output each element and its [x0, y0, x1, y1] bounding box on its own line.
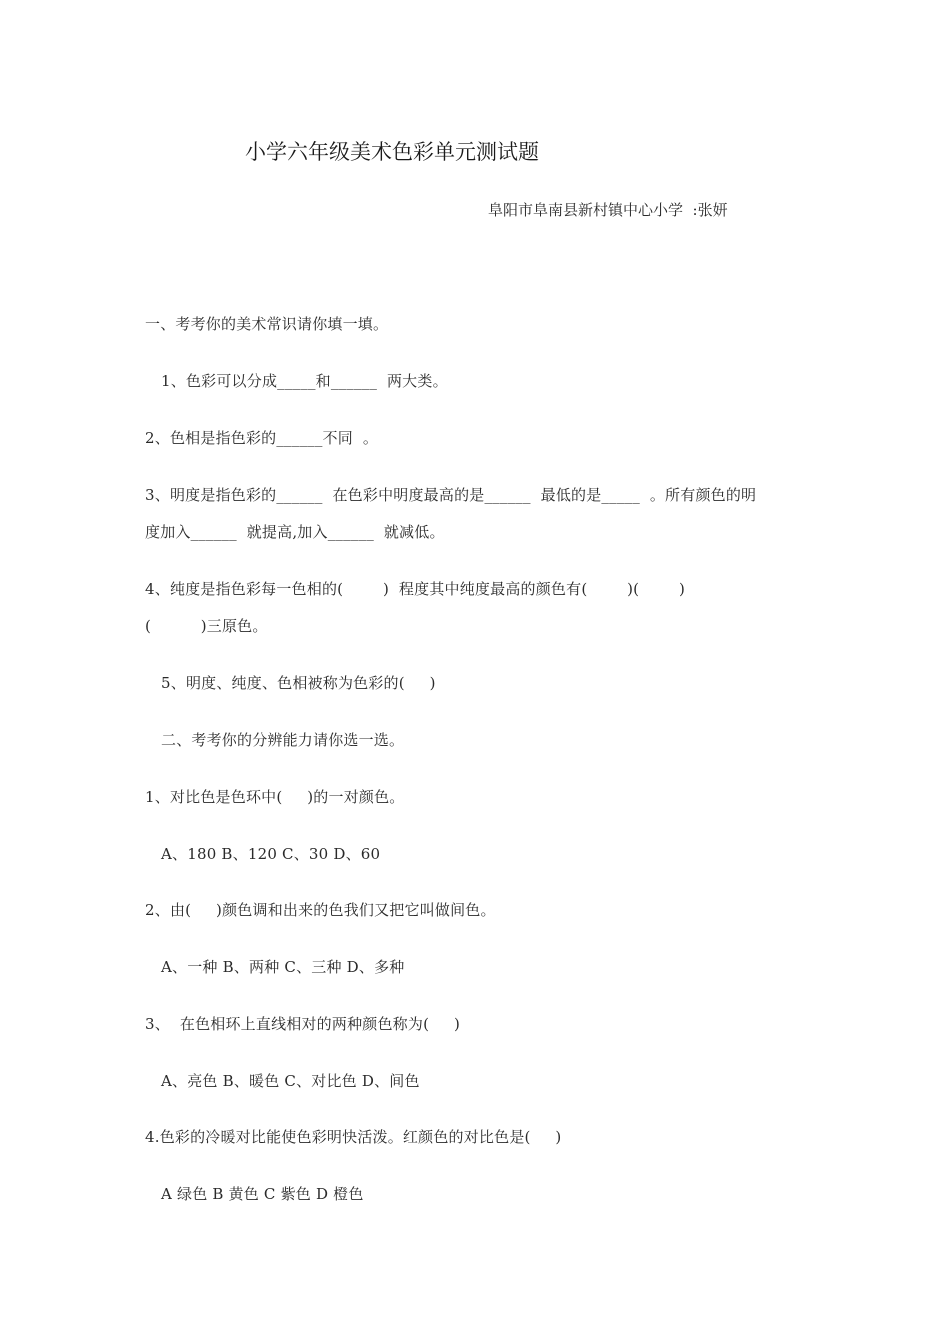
question-1-5: 5、明度、纯度、色相被称为色彩的( ) — [161, 674, 436, 692]
section1-heading: 一、考考你的美术常识请你填一填。 — [145, 315, 389, 333]
question-1-3-line2: 度加入______ 就提高,加入______ 就减低。 — [145, 523, 445, 541]
question-2-1-options: A、180 B、120 C、30 D、60 — [161, 845, 381, 863]
question-2-2-options: A、一种 B、两种 C、三种 D、多种 — [161, 958, 405, 976]
question-1-4-line2: ( )三原色。 — [145, 617, 268, 635]
question-1-3-line1: 3、明度是指色彩的______ 在色彩中明度最高的是______ 最低的是_____ 。所有颜色的明 — [145, 486, 757, 504]
author-line: 阜阳市阜南县新村镇中心小学 :张妍 — [488, 201, 728, 219]
document-title: 小学六年级美术色彩单元测试题 — [245, 140, 539, 164]
section2-heading: 二、考考你的分辨能力请你选一选。 — [161, 731, 405, 749]
question-2-3: 3、 在色相环上直线相对的两种颜色称为( ) — [145, 1015, 461, 1033]
question-2-4-options: A 绿色 B 黄色 C 紫色 D 橙色 — [161, 1185, 364, 1203]
question-2-2: 2、由( )颜色调和出来的色我们又把它叫做间色。 — [145, 901, 496, 919]
question-1-1: 1、色彩可以分成_____和______ 两大类。 — [161, 372, 448, 390]
question-1-4-line1: 4、纯度是指色彩每一色相的( ) 程度其中纯度最高的颜色有( )( ) — [145, 580, 686, 598]
question-2-1: 1、对比色是色环中( )的一对颜色。 — [145, 788, 405, 806]
question-1-2: 2、色相是指色彩的______不同 。 — [145, 429, 379, 447]
question-2-3-options: A、亮色 B、暖色 C、对比色 D、间色 — [161, 1072, 420, 1090]
question-2-4: 4.色彩的冷暖对比能使色彩明快活泼。红颜色的对比色是( ) — [145, 1128, 562, 1146]
